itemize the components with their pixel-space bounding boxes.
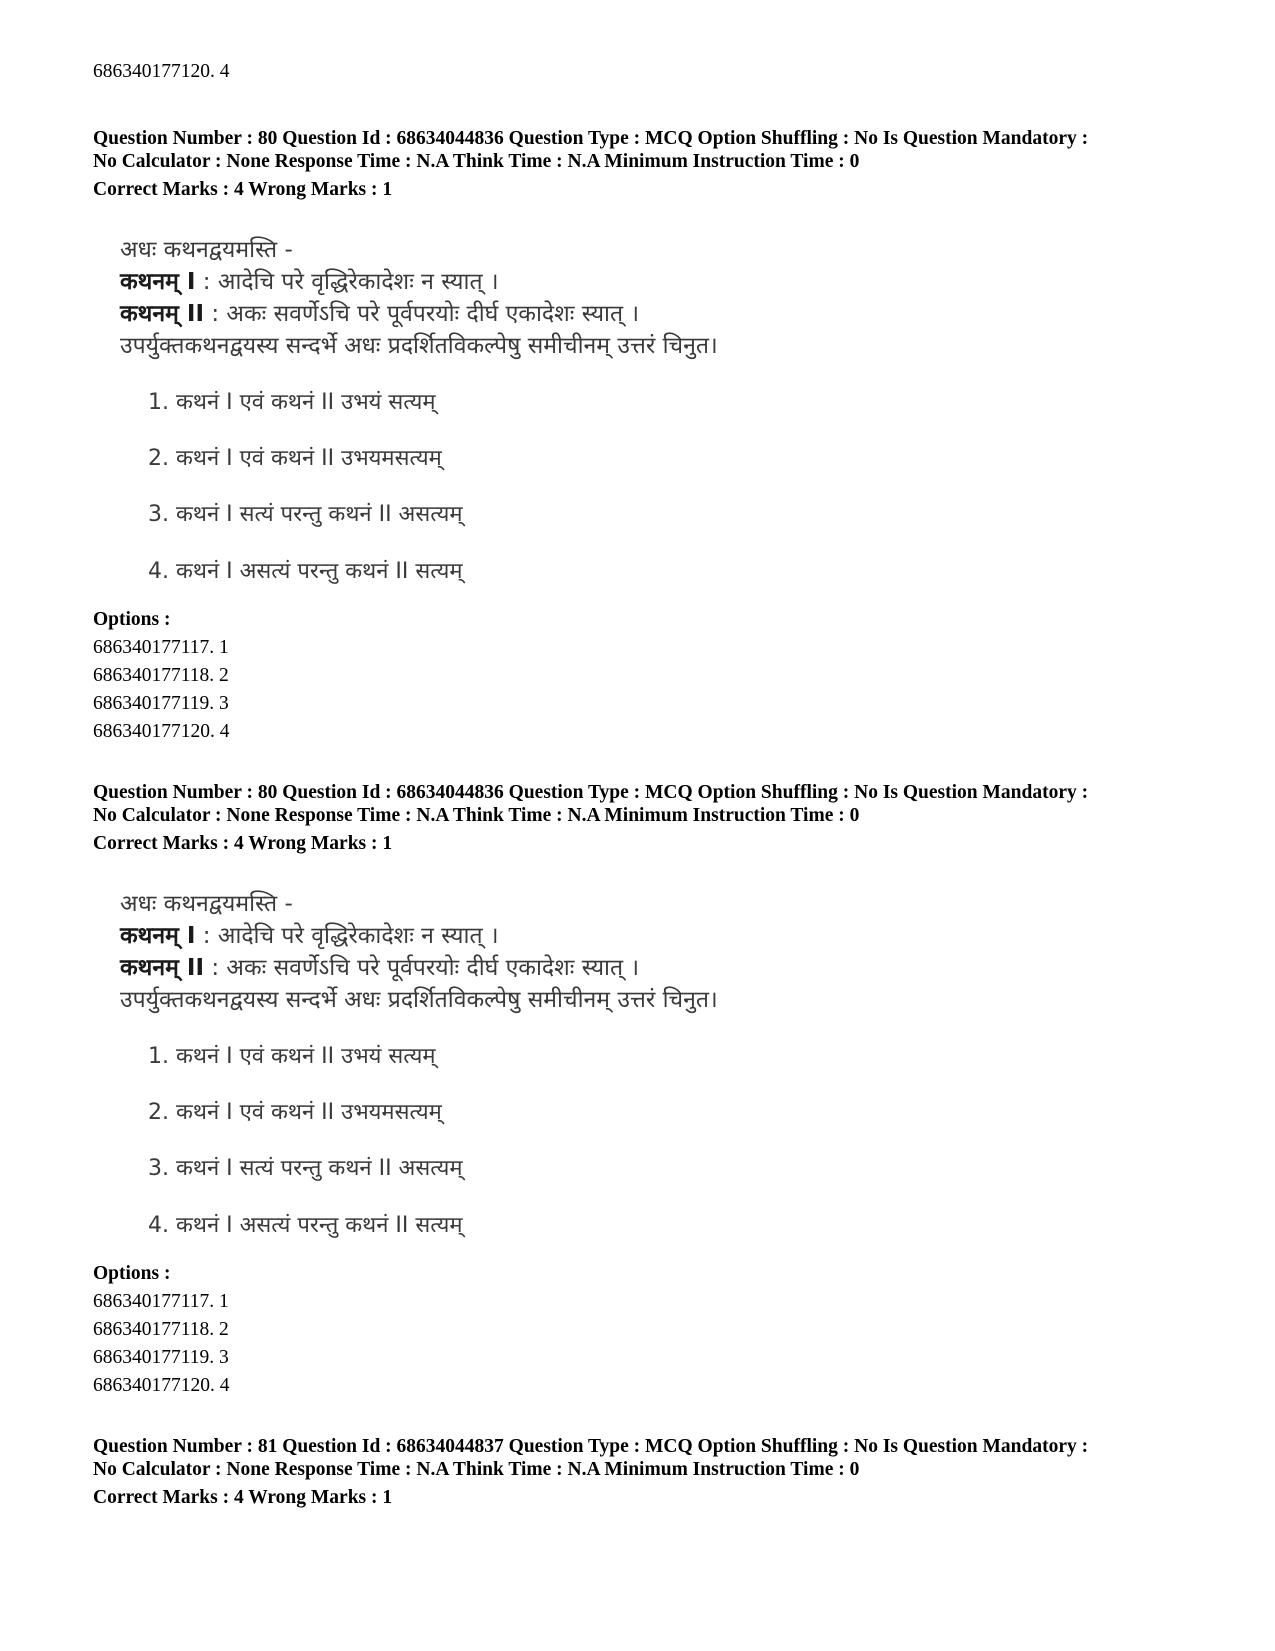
question-header-line1: Question Number : 80 Question Id : 68634044836 Question Type : MCQ Option Shuffling : No Is Question Mandatory : [93,128,1089,149]
choice-3: 3. कथनं I सत्यं परन्तु कथनं II असत्यम् [148,1156,463,1181]
options-label: Options : [93,609,171,630]
choice-1: 1. कथनं I एवं कथनं II उभयं सत्यम् [148,390,436,415]
choice-1: 1. कथनं I एवं कथनं II उभयं सत्यम् [148,1044,436,1069]
option-row: 686340177120. 4 [93,1375,230,1396]
question-marks: Correct Marks : 4 Wrong Marks : 1 [93,1487,393,1508]
choice-2: 2. कथनं I एवं कथनं II उभयमसत्यम् [148,1100,442,1125]
choice-3: 3. कथनं I सत्यं परन्तु कथनं II असत्यम् [148,502,463,527]
choice-4: 4. कथनं I असत्यं परन्तु कथनं II सत्यम् [148,559,463,584]
statement-2-text: : अकः सवर्णेऽचि परे पूर्वपरयोः दीर्घ एकादेशः स्यात् । [204,955,640,981]
question-header-line2: No Calculator : None Response Time : N.A Think Time : N.A Minimum Instruction Time : 0 [93,151,860,172]
statement-1-label: कथनम् I [120,269,196,295]
question-intro: अधः कथनद्वयमस्ति - [120,237,293,263]
statement-1 [120,266,499,298]
choice-4: 4. कथनं I असत्यं परन्तु कथनं II सत्यम् [148,1213,463,1238]
option-row: 686340177119. 3 [93,693,229,714]
statement-1-text: : आदेचि परे वृद्धिरेकादेशः न स्यात् । [195,923,499,949]
question-header-line1: Question Number : 80 Question Id : 68634044836 Question Type : MCQ Option Shuffling : No Is Question Mandatory : [93,782,1089,803]
statement-1-text: : आदेचि परे वृद्धिरेकादेशः न स्यात् । [195,269,499,295]
question-intro: अधः कथनद्वयमस्ति - [120,891,293,917]
carryover-option: 686340177120. 4 [93,61,230,82]
statement-2-label: कथनम् II [120,955,205,981]
statement-2 [120,952,639,984]
option-row: 686340177117. 1 [93,637,229,658]
statement-2 [120,298,639,330]
question-instruction: उपर्युक्तकथनद्वयस्य सन्दर्भे अधः प्रदर्शितविकल्पेषु समीचीनम् उत्तरं चिनुत। [120,333,718,359]
choice-2: 2. कथनं I एवं कथनं II उभयमसत्यम् [148,446,442,471]
statement-2-label: कथनम् II [120,301,205,327]
statement-1-label: कथनम् I [120,923,196,949]
option-row: 686340177119. 3 [93,1347,229,1368]
question-header-line1: Question Number : 81 Question Id : 68634044837 Question Type : MCQ Option Shuffling : No Is Question Mandatory : [93,1436,1089,1457]
option-row: 686340177117. 1 [93,1291,229,1312]
statement-1 [120,920,499,952]
option-row: 686340177118. 2 [93,665,229,686]
option-row: 686340177118. 2 [93,1319,229,1340]
option-row: 686340177120. 4 [93,721,230,742]
question-instruction: उपर्युक्तकथनद्वयस्य सन्दर्भे अधः प्रदर्शितविकल्पेषु समीचीनम् उत्तरं चिनुत। [120,987,718,1013]
statement-2-text: : अकः सवर्णेऽचि परे पूर्वपरयोः दीर्घ एकादेशः स्यात् । [204,301,640,327]
question-marks: Correct Marks : 4 Wrong Marks : 1 [93,179,393,200]
options-label: Options : [93,1263,171,1284]
question-marks: Correct Marks : 4 Wrong Marks : 1 [93,833,393,854]
question-header-line2: No Calculator : None Response Time : N.A Think Time : N.A Minimum Instruction Time : 0 [93,805,860,826]
question-header-line2: No Calculator : None Response Time : N.A Think Time : N.A Minimum Instruction Time : 0 [93,1459,860,1480]
